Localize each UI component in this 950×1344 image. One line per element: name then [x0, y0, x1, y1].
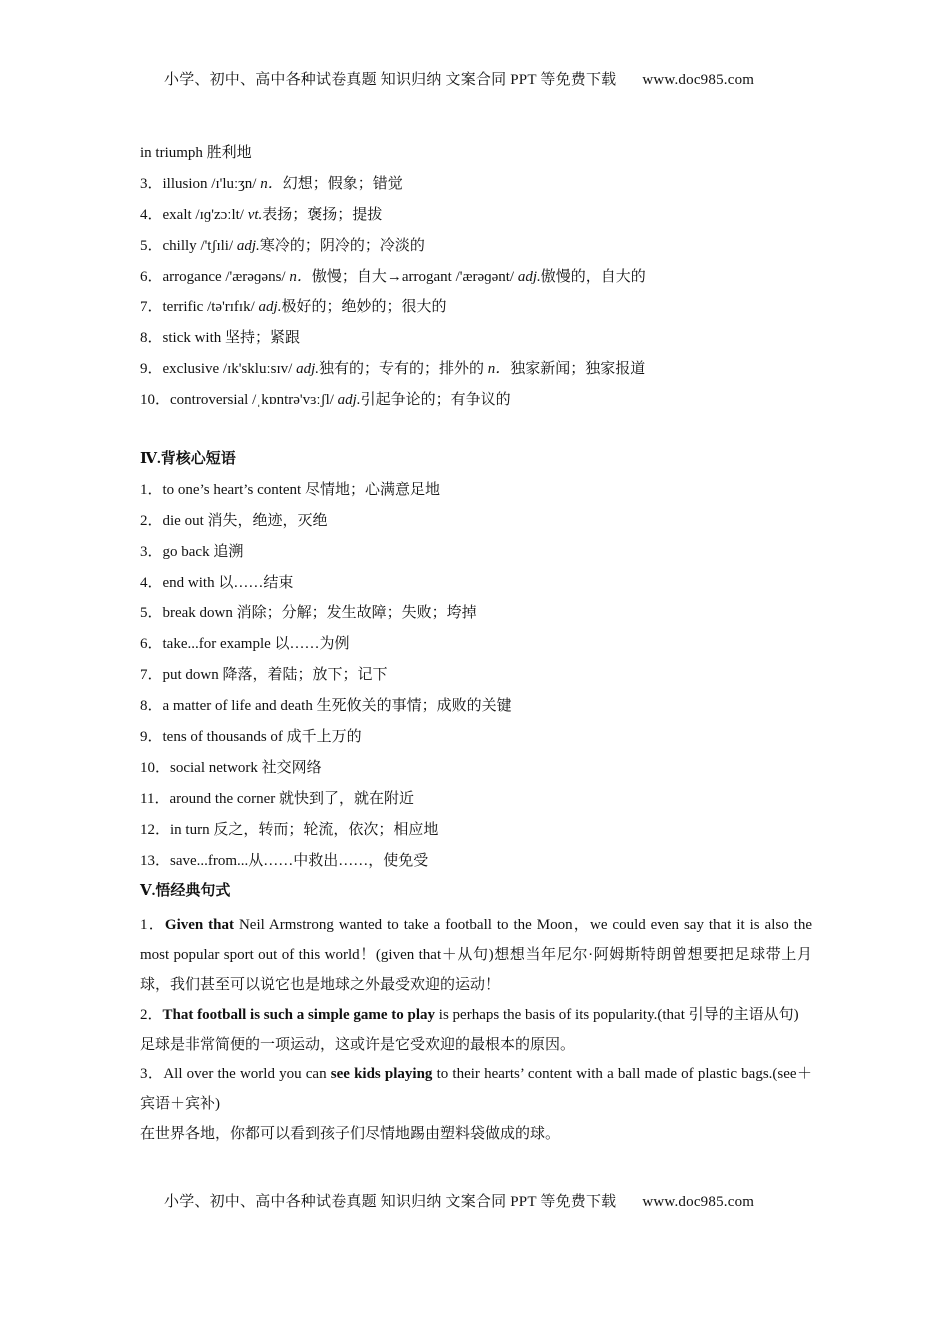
sentence-1: 1．Given that Neil Armstrong wanted to take a football to the Moon，we could even say that it is also the most popular sport out of this world！(given that＋从句)想想当年尼尔·阿姆斯特朗曾想要把足球带上月球，我们甚至可以说它也是地球之外最受欢迎的运动！: [140, 917, 812, 993]
header-text: 小学、初中、高中各种试卷真题 知识归纳 文案合同 PPT 等免费下载: [164, 72, 617, 88]
header-url[interactable]: www.doc985.com: [642, 72, 755, 88]
sentence-2: 2．That football is such a simple game to play is perhaps the basis of its popularity.(that 引导的主语从句): [140, 1006, 799, 1023]
word-item: 9．exclusive /ɪk'skluːsɪv/ adj.独有的；专有的；排外的 n．独家新闻；独家报道: [140, 361, 646, 378]
phrase-item: 6．take...for example 以……为例: [140, 636, 350, 653]
sentence-2-translation: 足球是非常简便的一项运动，这或许是它受欢迎的最根本的原因。: [140, 1036, 576, 1053]
phrase-item: 12．in turn 反之，转而；轮流，依次；相应地: [140, 821, 439, 838]
word-item: 5．chilly /'tʃɪli/ adj.寒冷的；阴冷的；冷淡的: [140, 237, 425, 254]
phrase-item: 11．around the corner 就快到了，就在附近: [140, 790, 414, 807]
word-item: 7．terrific /tə'rɪfɪk/ adj.极好的；绝妙的；很大的: [140, 299, 447, 316]
phrase-item: 4．end with 以……结束: [140, 574, 294, 591]
phrase-item: 10．social network 社交网络: [140, 759, 322, 776]
phrase-item: 5．break down 消除；分解；发生故障；失败；垮掉: [140, 605, 477, 622]
phrase-item: 3．go back 追溯: [140, 543, 244, 560]
phrase-item: 7．put down 降落，着陆；放下；记下: [140, 667, 388, 684]
word-item: 10．controversial /ˌkɒntrə'vɜːʃl/ adj.引起争论的；有争议的: [140, 392, 511, 409]
word-item: 4．exalt /ɪɡ'zɔːlt/ vt.表扬；褒扬；提拔: [140, 206, 383, 223]
sentences-heading: Ⅴ.悟经典句式: [140, 883, 231, 900]
word-item: 6．arrogance /'ærəɡəns/ n．傲慢；自大→arrogant /'ærəɡənt/ adj.傲慢的，自大的: [140, 268, 646, 285]
word-item: 8．stick with 坚持；紧跟: [140, 330, 301, 347]
page-footer: [164, 1190, 804, 1211]
word-line-first: in triumph 胜利地: [140, 145, 252, 161]
phrase-item: 2．die out 消失，绝迹，灭绝: [140, 512, 328, 529]
sentence-3-translation: 在世界各地，你都可以看到孩子们尽情地踢由塑料袋做成的球。: [140, 1125, 561, 1142]
document-body: [140, 142, 812, 1150]
page-header: [164, 68, 804, 89]
phrases-heading: Ⅳ.背核心短语: [140, 451, 236, 468]
sentence-3: 3．All over the world you can see kids playing to their hearts’ content with a ball made of plastic bags.(see＋宾语＋宾补): [140, 1066, 812, 1113]
word-item: 3．illusion /ɪ'luːʒn/ n．幻想；假象；错觉: [140, 175, 403, 192]
phrase-item: 8．a matter of life and death 生死攸关的事情；成败的关键: [140, 698, 512, 715]
phrase-item: 1．to one’s heart’s content 尽情地；心满意足地: [140, 481, 440, 498]
phrase-item: 13．save...from...从……中救出……，使免受: [140, 852, 429, 869]
phrase-item: 9．tens of thousands of 成千上万的: [140, 729, 362, 746]
footer-text: 小学、初中、高中各种试卷真题 知识归纳 文案合同 PPT 等免费下载: [164, 1194, 617, 1210]
footer-url[interactable]: www.doc985.com: [642, 1194, 755, 1210]
